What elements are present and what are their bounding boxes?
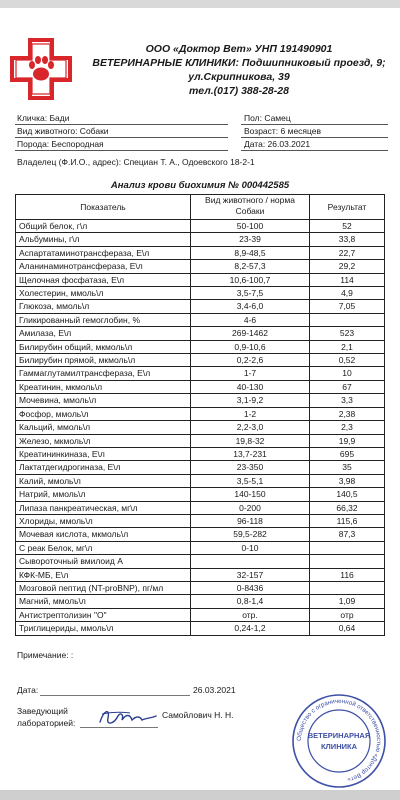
cell-norm: 23-350 — [191, 461, 310, 474]
top-edge — [0, 0, 400, 8]
cell-result: 114 — [310, 273, 385, 286]
cell-parameter: Щелочная фосфатаза, Е\л — [16, 273, 191, 286]
header-result: Результат — [310, 195, 385, 220]
cell-parameter: Натрий, ммоль\л — [16, 488, 191, 501]
cell-norm: 0,2-2,6 — [191, 354, 310, 367]
cell-norm: 3,5-5,1 — [191, 474, 310, 487]
table-row — [16, 380, 385, 393]
cell-parameter: Билирубин прямой, мкмоль\л — [16, 354, 191, 367]
cell-norm: 4-6 — [191, 313, 310, 326]
cell-norm: 1-2 — [191, 407, 310, 420]
table-row — [16, 273, 385, 286]
cell-result: 35 — [310, 461, 385, 474]
stamp-text-2: КЛИНИКА — [320, 742, 358, 751]
cell-parameter: Мочевина, ммоль\л — [16, 394, 191, 407]
clinic-address-2: ул.Скрипникова, 39 — [188, 71, 290, 83]
cell-result — [310, 313, 385, 326]
clinic-header — [84, 42, 394, 98]
table-row — [16, 514, 385, 527]
patient-nickname: Кличка: Бади — [17, 113, 70, 123]
cell-result: 10 — [310, 367, 385, 380]
cell-result — [310, 581, 385, 594]
head-label-1: Заведующий — [17, 706, 68, 716]
table-row — [16, 595, 385, 608]
cell-norm: 3,4-6,0 — [191, 300, 310, 313]
cell-parameter: Магний, ммоль\л — [16, 595, 191, 608]
table-row — [16, 555, 385, 568]
cell-parameter: Альбумины, г\л — [16, 233, 191, 246]
head-label-2: лабораторией: — [17, 718, 76, 728]
cell-result: 29,2 — [310, 260, 385, 273]
cell-result: 4,9 — [310, 287, 385, 300]
results-table — [15, 194, 385, 636]
cell-result: 3,98 — [310, 474, 385, 487]
table-row — [16, 622, 385, 635]
cell-parameter: Общий белок, г\л — [16, 220, 191, 233]
cell-norm: 0,24-1,2 — [191, 622, 310, 635]
cell-norm: 40-130 — [191, 380, 310, 393]
cell-result: 3,3 — [310, 394, 385, 407]
svg-text:Общество с ограниченной ответс — [296, 698, 382, 783]
cell-result: 87,3 — [310, 528, 385, 541]
cell-norm: 13,7-231 — [191, 447, 310, 460]
cell-norm: 2,2-3,0 — [191, 421, 310, 434]
patient-date: Дата: 26.03.2021 — [244, 139, 311, 149]
bottom-edge — [0, 790, 400, 800]
cell-norm: 0,9-10,6 — [191, 340, 310, 353]
table-header-row — [16, 195, 385, 220]
note-label: Примечание: : — [17, 650, 74, 660]
clinic-company: ООО «Доктор Вет» УНП 191490901 — [145, 43, 333, 55]
header-parameter: Показатель — [16, 195, 191, 220]
table-row — [16, 394, 385, 407]
cell-result: отр — [310, 608, 385, 621]
table-row — [16, 354, 385, 367]
cell-norm: 0-200 — [191, 501, 310, 514]
cell-parameter: Аспартатаминотрансфераза, Е\л — [16, 246, 191, 259]
table-row — [16, 421, 385, 434]
patient-breed: Порода: Беспородная — [17, 139, 104, 149]
cell-result: 66,32 — [310, 501, 385, 514]
clinic-phone: тел.(017) 388-28-28 — [189, 85, 289, 97]
cell-parameter: Антистрептолизин "О" — [16, 608, 191, 621]
table-row — [16, 260, 385, 273]
cell-norm: 50-100 — [191, 220, 310, 233]
head-name: Самойлович Н. Н. — [162, 710, 234, 720]
table-row — [16, 287, 385, 300]
cell-norm: 8,2-57,3 — [191, 260, 310, 273]
cell-parameter: С реак Белок, мг\л — [16, 541, 191, 554]
cell-result: 695 — [310, 447, 385, 460]
cell-parameter: Билирубин общий, мкмоль\л — [16, 340, 191, 353]
patient-age: Возраст: 6 месяцев — [244, 126, 322, 136]
cell-result: 52 — [310, 220, 385, 233]
cell-norm: 0-8436 — [191, 581, 310, 594]
cell-norm: 269-1462 — [191, 327, 310, 340]
red-cross-paw-icon — [10, 38, 72, 100]
cell-norm: 1-7 — [191, 367, 310, 380]
cell-parameter: Калий, ммоль\л — [16, 474, 191, 487]
table-row — [16, 461, 385, 474]
table-row — [16, 327, 385, 340]
clinic-stamp-icon — [290, 692, 388, 790]
cell-norm: отр. — [191, 608, 310, 621]
cell-parameter: Креатинин, мкмоль\л — [16, 380, 191, 393]
cell-parameter: Сывороточный вмилоид А — [16, 555, 191, 568]
cell-parameter: Мочевая кислота, мкмоль\л — [16, 528, 191, 541]
cell-result: 116 — [310, 568, 385, 581]
cell-parameter: Железо, мкмоль\л — [16, 434, 191, 447]
table-row — [16, 246, 385, 259]
cell-norm: 8,9-48,5 — [191, 246, 310, 259]
owner-info: Владелец (Ф.И.О., адрес): Специан Т. А., Одоевского 18-2-1 — [17, 157, 255, 167]
cell-parameter: Мозговой пептид (NT-proBNP), пг/мл — [16, 581, 191, 594]
report-title: Анализ крови биохимия № 000442585 — [110, 180, 290, 191]
cell-parameter: Холестерин, ммоль\л — [16, 287, 191, 300]
date-label: Дата: — [17, 685, 39, 695]
cell-norm: 96-118 — [191, 514, 310, 527]
cell-norm: 140-150 — [191, 488, 310, 501]
cell-result: 2,1 — [310, 340, 385, 353]
divider — [40, 695, 190, 696]
table-row — [16, 220, 385, 233]
header-norm-label: Вид животного / норма — [205, 195, 295, 205]
table-row — [16, 447, 385, 460]
table-row — [16, 300, 385, 313]
cell-norm: 59,5-282 — [191, 528, 310, 541]
cell-norm — [191, 555, 310, 568]
cell-norm: 10,6-100,7 — [191, 273, 310, 286]
cell-norm: 3,5-7,5 — [191, 287, 310, 300]
patient-species: Вид животного: Собаки — [17, 126, 109, 136]
cell-result: 7,05 — [310, 300, 385, 313]
table-row — [16, 313, 385, 326]
signature-icon — [96, 704, 158, 730]
table-row — [16, 407, 385, 420]
patient-sex: Пол: Самец — [244, 113, 291, 123]
cell-result: 67 — [310, 380, 385, 393]
cell-result — [310, 555, 385, 568]
cell-result: 115,6 — [310, 514, 385, 527]
cell-parameter: Хлориды, ммоль\л — [16, 514, 191, 527]
divider — [15, 124, 228, 125]
table-row — [16, 340, 385, 353]
table-row — [16, 434, 385, 447]
table-row — [16, 568, 385, 581]
cell-result: 140,5 — [310, 488, 385, 501]
divider — [241, 124, 388, 125]
cell-parameter: Лактатдегидрогиназа, Е\л — [16, 461, 191, 474]
cell-result: 0,52 — [310, 354, 385, 367]
cell-parameter: Аланинаминотрансфераза, Е\л — [16, 260, 191, 273]
report-date: 26.03.2021 — [193, 685, 236, 695]
cell-result: 0,64 — [310, 622, 385, 635]
stamp-text-1: ВЕТЕРИНАРНАЯ — [307, 731, 371, 740]
cell-norm: 23-39 — [191, 233, 310, 246]
cell-parameter: Триглицериды, ммоль\л — [16, 622, 191, 635]
cell-result: 33,8 — [310, 233, 385, 246]
clinic-address-1: ВЕТЕРИНАРНЫЕ КЛИНИКИ: Подшипниковый проезд, 9; — [92, 57, 386, 69]
cell-result: 2,3 — [310, 421, 385, 434]
cell-parameter: Фосфор, ммоль\л — [16, 407, 191, 420]
cell-norm: 0,8-1,4 — [191, 595, 310, 608]
cell-result: 19,9 — [310, 434, 385, 447]
cell-parameter: Липаза панкреатическая, мг\л — [16, 501, 191, 514]
header-norm — [191, 195, 310, 220]
stamp-ring-text: Общество с ограниченной ответственностью «Доктор Вет» — [295, 697, 383, 784]
table-row — [16, 474, 385, 487]
cell-norm: 19,8-32 — [191, 434, 310, 447]
cell-parameter: Креатининкиназа, Е\л — [16, 447, 191, 460]
table-row — [16, 233, 385, 246]
cell-parameter: Глюкоза, ммоль\л — [16, 300, 191, 313]
divider — [15, 150, 228, 151]
divider — [241, 150, 388, 151]
divider — [15, 137, 228, 138]
cell-norm: 0-10 — [191, 541, 310, 554]
cell-norm: 32-157 — [191, 568, 310, 581]
cell-parameter: КФК-МБ, Е\л — [16, 568, 191, 581]
divider — [241, 137, 388, 138]
cell-norm: 3,1-9,2 — [191, 394, 310, 407]
table-row — [16, 581, 385, 594]
table-row — [16, 608, 385, 621]
cell-parameter: Амилаза, Е\л — [16, 327, 191, 340]
cell-result: 2,38 — [310, 407, 385, 420]
table-row — [16, 367, 385, 380]
cell-result — [310, 541, 385, 554]
cell-result: 523 — [310, 327, 385, 340]
cell-result: 1,09 — [310, 595, 385, 608]
header-species: Собаки — [235, 206, 265, 216]
cell-result: 22,7 — [310, 246, 385, 259]
table-row — [16, 488, 385, 501]
table-row — [16, 501, 385, 514]
cell-parameter: Гликированный гемоглобин, % — [16, 313, 191, 326]
table-row — [16, 528, 385, 541]
table-row — [16, 541, 385, 554]
cell-parameter: Кальций, ммоль\л — [16, 421, 191, 434]
cell-parameter: Гаммаглутамилтрансфераза, Е\л — [16, 367, 191, 380]
